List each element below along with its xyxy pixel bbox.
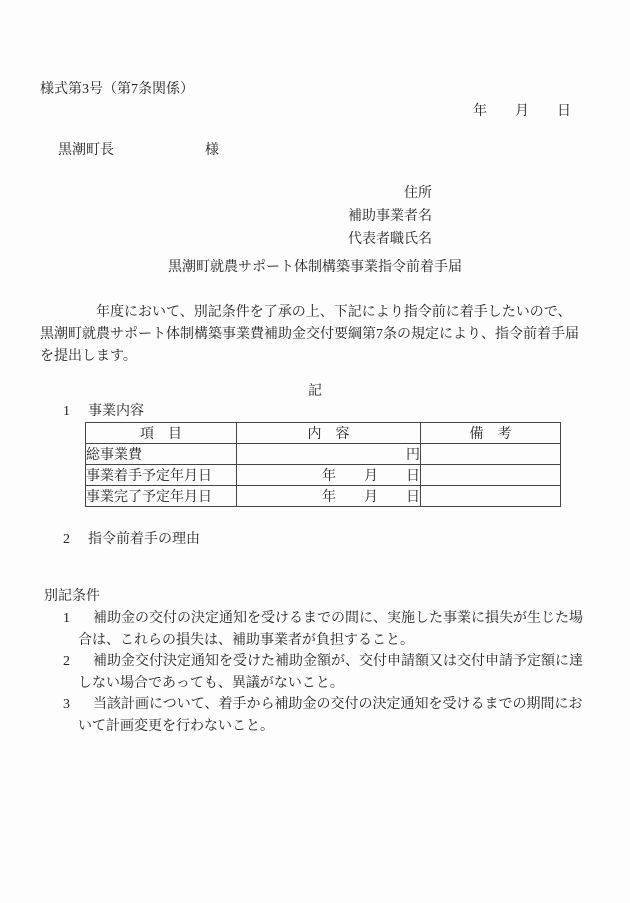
table-header-item: 項 目 (86, 423, 237, 444)
form-number: 様式第3号（第7条関係） (40, 82, 194, 97)
table-header-note: 備 考 (421, 423, 561, 444)
condition-2-number: 2 (63, 654, 70, 669)
table-cell-note (421, 444, 561, 465)
addressee-honorific: 様 (205, 143, 219, 158)
condition-1-line-1: 補助金の交付の決定通知を受けるまでの間に、実施した事業に損失が生じた場 (93, 611, 583, 626)
addressee: 黒潮町長 (58, 143, 114, 158)
section1-heading: 事業内容 (88, 404, 144, 419)
table-row (86, 465, 561, 486)
table-cell-item: 事業完了予定年月日 (86, 486, 237, 507)
table-cell-item: 事業着手予定年月日 (86, 465, 237, 486)
business-content-table (85, 422, 561, 507)
table-row (86, 486, 561, 507)
condition-2-line-2: しない場合であっても、異議がないこと。 (78, 676, 344, 691)
condition-1-number: 1 (63, 611, 70, 626)
table-cell-content: 円 (237, 444, 421, 465)
body-line-2: 黒潮町就農サポート体制構築事業費補助金交付要綱第7条の規定により、指令前着手届 (40, 327, 579, 342)
conditions-heading: 別記条件 (44, 589, 100, 604)
table-cell-note (421, 486, 561, 507)
table-cell-content: 年 月 日 (237, 465, 421, 486)
body-line-1: 年度において、別記条件を了承の上、下記により指令前に着手したいので、 (40, 305, 572, 320)
section2-number: 2 (63, 532, 70, 547)
document-title: 黒潮町就農サポート体制構築事業指令前着手届 (168, 260, 462, 275)
date-line: 年 月 日 (473, 104, 571, 119)
section1-number: 1 (63, 404, 70, 419)
address-label: 住所 (404, 186, 432, 201)
table-row (86, 444, 561, 465)
table-cell-note (421, 465, 561, 486)
ki-marker: 記 (308, 384, 322, 399)
section2-heading: 指令前着手の理由 (88, 532, 200, 547)
representative-label: 代表者職氏名 (348, 232, 432, 247)
condition-3-line-2: いて計画変更を行わないこと。 (78, 719, 274, 734)
table-header-row (86, 423, 561, 444)
condition-2-line-1: 補助金交付決定通知を受けた補助金額が、交付申請額又は交付申請予定額に達 (93, 654, 583, 669)
table-cell-item: 総事業費 (86, 444, 237, 465)
condition-3-number: 3 (63, 697, 70, 712)
condition-3-line-1: 当該計画について、着手から補助金の交付の決定通知を受けるまでの期間にお (93, 697, 583, 712)
condition-1-line-2: 合は、これらの損失は、補助事業者が負担すること。 (78, 633, 414, 648)
body-line-3: を提出します。 (40, 349, 137, 364)
business-name-label: 補助事業者名 (348, 209, 432, 224)
table-header-content: 内 容 (237, 423, 421, 444)
table-cell-content: 年 月 日 (237, 486, 421, 507)
